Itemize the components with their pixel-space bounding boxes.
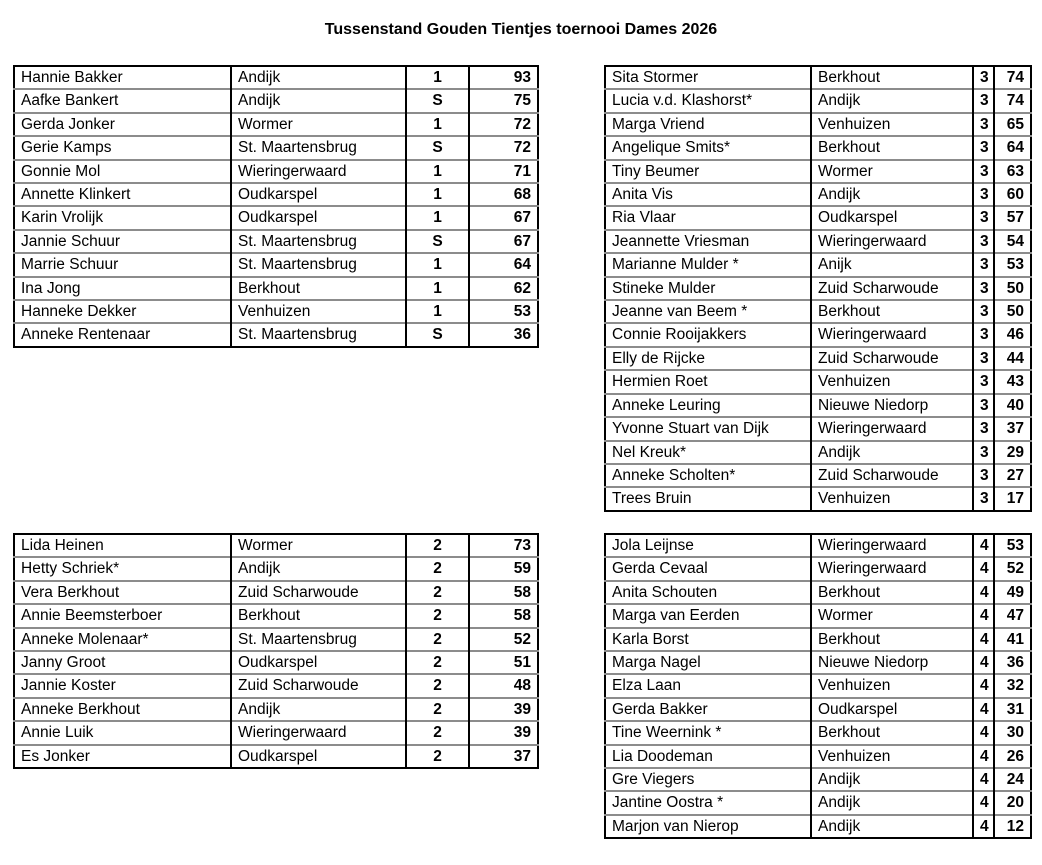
table-row	[605, 323, 1031, 346]
score-cell: 67	[469, 230, 538, 253]
table-row	[605, 721, 1031, 744]
club-cell: Wieringerwaard	[231, 160, 406, 183]
club-cell: Venhuizen	[811, 113, 973, 136]
table-row	[14, 277, 538, 300]
group-cell: 2	[406, 721, 469, 744]
score-cell: 47	[994, 604, 1031, 627]
player-name-cell: Jola Leijnse	[612, 537, 694, 554]
table-row	[14, 534, 538, 557]
player-name-cell: Ina Jong	[14, 277, 231, 300]
group-cell: 2	[406, 628, 469, 651]
group-cell: S	[406, 230, 469, 253]
player-name-cell: Elza Laan	[605, 674, 811, 697]
player-name-cell: Hermien Roet	[605, 370, 811, 393]
player-name-cell: Marga Vriend	[605, 113, 811, 136]
score-cell: 74	[994, 89, 1031, 112]
player-name-cell: Jeanne van Beem *	[605, 300, 811, 323]
player-name-cell: Anita Schouten	[605, 581, 811, 604]
group-cell: 3	[973, 417, 994, 440]
club-cell: Berkhout	[231, 604, 406, 627]
club-cell: Nieuwe Niedorp	[811, 651, 973, 674]
group-cell: 3	[973, 230, 994, 253]
score-cell: 67	[469, 206, 538, 229]
club-cell: Oudkarspel	[231, 651, 406, 674]
table-row	[605, 557, 1031, 580]
player-name-cell: Hetty Schriek*	[14, 557, 231, 580]
club-cell: Oudkarspel	[231, 183, 406, 206]
group-cell: 4	[973, 815, 994, 838]
score-cell: 58	[469, 604, 538, 627]
player-name-cell: Anita Vis	[605, 183, 811, 206]
table-row	[14, 113, 538, 136]
group-cell: 2	[406, 534, 469, 557]
group-cell: 3	[973, 160, 994, 183]
club-cell: Zuid Scharwoude	[811, 277, 973, 300]
score-cell: 64	[469, 253, 538, 276]
player-name-cell: Nel Kreuk*	[605, 441, 811, 464]
group-cell: 1	[406, 206, 469, 229]
score-cell: 73	[469, 534, 538, 557]
club-cell: Andijk	[811, 815, 973, 838]
table-row	[605, 160, 1031, 183]
group-cell: 3	[973, 183, 994, 206]
group-cell: 3	[973, 323, 994, 346]
club-cell: Venhuizen	[811, 745, 973, 768]
group-cell: 3	[973, 277, 994, 300]
table-row	[14, 745, 538, 768]
group-cell: 1	[406, 113, 469, 136]
club-cell: Andijk	[811, 441, 973, 464]
table-row	[605, 651, 1031, 674]
table-row	[605, 417, 1031, 440]
club-cell: Wieringerwaard	[811, 557, 973, 580]
player-name-cell: Gonnie Mol	[14, 160, 231, 183]
table-row	[605, 604, 1031, 627]
player-name-cell: Anneke Scholten*	[605, 464, 811, 487]
club-cell: Andijk	[811, 183, 973, 206]
player-name-cell: Gerie Kamps	[14, 136, 231, 159]
player-name-cell: Aafke Bankert	[14, 89, 231, 112]
score-cell: 93	[469, 66, 538, 89]
player-name-cell: Elly de Rijcke	[605, 347, 811, 370]
player-name-cell: Lida Heinen	[21, 537, 104, 554]
table-row	[14, 66, 538, 89]
score-cell: 40	[994, 394, 1031, 417]
club-cell: Andijk	[811, 791, 973, 814]
club-cell: Wormer	[231, 534, 406, 557]
table-row	[605, 206, 1031, 229]
score-cell: 60	[994, 183, 1031, 206]
club-cell: Andijk	[231, 698, 406, 721]
table-row	[14, 604, 538, 627]
table-row	[605, 464, 1031, 487]
player-name-cell: Marga Nagel	[605, 651, 811, 674]
score-cell: 59	[469, 557, 538, 580]
table-row	[14, 253, 538, 276]
player-name-cell: Marianne Mulder *	[605, 253, 811, 276]
score-cell: 39	[469, 721, 538, 744]
table-row	[605, 487, 1031, 510]
group-cell: 2	[406, 745, 469, 768]
player-name-cell: Anneke Leuring	[605, 394, 811, 417]
group-cell: 4	[973, 674, 994, 697]
score-cell: 72	[469, 113, 538, 136]
player-name-cell: Gerda Bakker	[605, 698, 811, 721]
score-cell: 26	[994, 745, 1031, 768]
score-cell: 71	[469, 160, 538, 183]
group-cell: 3	[973, 347, 994, 370]
club-cell: Venhuizen	[811, 370, 973, 393]
group-cell: 4	[973, 721, 994, 744]
score-cell: 52	[469, 628, 538, 651]
table-row	[605, 534, 1031, 557]
group-cell: 3	[973, 370, 994, 393]
club-cell: Berkhout	[811, 628, 973, 651]
table-row	[605, 230, 1031, 253]
player-name-cell: Angelique Smits*	[605, 136, 811, 159]
table-row	[14, 323, 538, 346]
club-cell: Berkhout	[811, 721, 973, 744]
group-cell: 3	[973, 253, 994, 276]
score-cell: 32	[994, 674, 1031, 697]
group-cell: 4	[973, 651, 994, 674]
score-cell: 58	[469, 581, 538, 604]
player-name-cell: Vera Berkhout	[14, 581, 231, 604]
table-row	[14, 230, 538, 253]
table-row	[605, 89, 1031, 112]
player-name-cell: Jannie Koster	[14, 674, 231, 697]
club-cell: Nieuwe Niedorp	[811, 394, 973, 417]
player-name-cell: Tiny Beumer	[605, 160, 811, 183]
club-cell: Zuid Scharwoude	[811, 347, 973, 370]
club-cell: Andijk	[231, 89, 406, 112]
table-row	[14, 674, 538, 697]
table-row	[14, 183, 538, 206]
table-row	[605, 768, 1031, 791]
club-cell: St. Maartensbrug	[231, 230, 406, 253]
table-row	[605, 441, 1031, 464]
club-cell: Wieringerwaard	[811, 534, 973, 557]
group-cell: 3	[973, 66, 994, 89]
group-cell: 3	[973, 300, 994, 323]
table-row	[605, 581, 1031, 604]
standings-table-group-4	[604, 533, 1032, 839]
group-cell: S	[406, 89, 469, 112]
score-cell: 52	[994, 557, 1031, 580]
group-cell: 3	[973, 487, 994, 510]
table-row	[605, 347, 1031, 370]
player-name-cell: Gre Viegers	[605, 768, 811, 791]
table-row	[605, 300, 1031, 323]
club-cell: Oudkarspel	[231, 745, 406, 768]
score-cell: 29	[994, 441, 1031, 464]
score-cell: 65	[994, 113, 1031, 136]
group-cell: 2	[406, 698, 469, 721]
table-row	[14, 698, 538, 721]
player-name-cell: Jantine Oostra *	[605, 791, 811, 814]
group-cell: 4	[973, 604, 994, 627]
table-row	[605, 370, 1031, 393]
table-row	[14, 160, 538, 183]
score-cell: 36	[994, 651, 1031, 674]
score-cell: 63	[994, 160, 1031, 183]
club-cell: Berkhout	[811, 136, 973, 159]
score-cell: 46	[994, 323, 1031, 346]
score-cell: 27	[994, 464, 1031, 487]
player-name-cell: Gerda Jonker	[14, 113, 231, 136]
group-cell: 2	[406, 581, 469, 604]
club-cell: Andijk	[811, 768, 973, 791]
club-cell: St. Maartensbrug	[231, 323, 406, 346]
table-row	[14, 89, 538, 112]
club-cell: Wieringerwaard	[811, 230, 973, 253]
score-cell: 53	[469, 300, 538, 323]
group-cell: 3	[973, 394, 994, 417]
table-row	[14, 628, 538, 651]
group-cell: 1	[406, 66, 469, 89]
group-cell: 1	[406, 277, 469, 300]
club-cell: Wormer	[811, 160, 973, 183]
player-name-cell: Ria Vlaar	[605, 206, 811, 229]
group-cell: 4	[973, 581, 994, 604]
club-cell: Wieringerwaard	[231, 721, 406, 744]
club-cell: Zuid Scharwoude	[231, 674, 406, 697]
table-row	[14, 721, 538, 744]
club-cell: Oudkarspel	[811, 206, 973, 229]
table-row	[14, 300, 538, 323]
player-name-cell: Annie Beemsterboer	[14, 604, 231, 627]
score-cell: 64	[994, 136, 1031, 159]
group-cell: 3	[973, 89, 994, 112]
table-row	[605, 791, 1031, 814]
score-cell: 12	[994, 815, 1031, 838]
player-name-cell: Marrie Schuur	[14, 253, 231, 276]
group-cell: 3	[973, 441, 994, 464]
group-cell: S	[406, 323, 469, 346]
player-name-cell: Annette Klinkert	[14, 183, 231, 206]
group-cell: 4	[973, 628, 994, 651]
score-cell: 44	[994, 347, 1031, 370]
score-cell: 53	[994, 253, 1031, 276]
club-cell: St. Maartensbrug	[231, 253, 406, 276]
score-cell: 50	[994, 300, 1031, 323]
club-cell: St. Maartensbrug	[231, 136, 406, 159]
player-name-cell: Hannie Bakker	[21, 69, 123, 86]
group-cell: 1	[406, 253, 469, 276]
player-name-cell: Marga van Eerden	[605, 604, 811, 627]
score-cell: 51	[469, 651, 538, 674]
club-cell: Berkhout	[811, 581, 973, 604]
table-row	[605, 815, 1031, 838]
club-cell: Venhuizen	[811, 487, 973, 510]
player-name-cell: Anneke Rentenaar	[14, 323, 231, 346]
score-cell: 72	[469, 136, 538, 159]
group-cell: 3	[973, 113, 994, 136]
standings-table-group-3	[604, 65, 1032, 512]
score-cell: 68	[469, 183, 538, 206]
player-name-cell: Connie Rooijakkers	[605, 323, 811, 346]
score-cell: 43	[994, 370, 1031, 393]
group-cell: 2	[406, 651, 469, 674]
table-row	[14, 136, 538, 159]
table-row	[605, 253, 1031, 276]
club-cell: Zuid Scharwoude	[811, 464, 973, 487]
club-cell: Zuid Scharwoude	[231, 581, 406, 604]
standings-table-group-1	[13, 65, 539, 348]
group-cell: 4	[973, 791, 994, 814]
player-name-cell: Yvonne Stuart van Dijk	[605, 417, 811, 440]
group-cell: 4	[973, 534, 994, 557]
score-cell: 48	[469, 674, 538, 697]
group-cell: 4	[973, 745, 994, 768]
group-cell: 3	[973, 136, 994, 159]
club-cell: Venhuizen	[231, 300, 406, 323]
score-cell: 74	[994, 66, 1031, 89]
score-cell: 30	[994, 721, 1031, 744]
group-cell: 2	[406, 604, 469, 627]
score-cell: 62	[469, 277, 538, 300]
player-name-cell: Janny Groot	[14, 651, 231, 674]
group-cell: S	[406, 136, 469, 159]
score-cell: 41	[994, 628, 1031, 651]
player-name-cell: Es Jonker	[14, 745, 231, 768]
club-cell: Wormer	[811, 604, 973, 627]
player-name-cell: Annie Luik	[14, 721, 231, 744]
group-cell: 1	[406, 300, 469, 323]
group-cell: 2	[406, 674, 469, 697]
club-cell: Andijk	[231, 557, 406, 580]
player-name-cell: Tine Weernink *	[605, 721, 811, 744]
club-cell: Anijk	[811, 253, 973, 276]
club-cell: Berkhout	[811, 66, 973, 89]
score-cell: 31	[994, 698, 1031, 721]
score-cell: 54	[994, 230, 1031, 253]
table-row	[605, 277, 1031, 300]
score-cell: 57	[994, 206, 1031, 229]
player-name-cell: Anneke Berkhout	[14, 698, 231, 721]
table-row	[605, 183, 1031, 206]
club-cell: Oudkarspel	[231, 206, 406, 229]
player-name-cell: Anneke Molenaar*	[14, 628, 231, 651]
club-cell: St. Maartensbrug	[231, 628, 406, 651]
table-row	[605, 674, 1031, 697]
score-cell: 17	[994, 487, 1031, 510]
score-cell: 39	[469, 698, 538, 721]
player-name-cell: Stineke Mulder	[605, 277, 811, 300]
group-cell: 2	[406, 557, 469, 580]
score-cell: 36	[469, 323, 538, 346]
player-name-cell: Sita Stormer	[612, 69, 699, 86]
table-row	[605, 66, 1031, 89]
score-cell: 24	[994, 768, 1031, 791]
group-cell: 1	[406, 160, 469, 183]
group-cell: 4	[973, 698, 994, 721]
table-row	[14, 581, 538, 604]
group-cell: 1	[406, 183, 469, 206]
score-cell: 75	[469, 89, 538, 112]
group-cell: 4	[973, 557, 994, 580]
group-cell: 4	[973, 768, 994, 791]
page-title: Tussenstand Gouden Tientjes toernooi Dames 2026	[324, 21, 718, 38]
table-row	[605, 136, 1031, 159]
score-cell: 49	[994, 581, 1031, 604]
player-name-cell: Gerda Cevaal	[605, 557, 811, 580]
score-cell: 20	[994, 791, 1031, 814]
score-cell: 37	[469, 745, 538, 768]
table-row	[14, 206, 538, 229]
table-row	[14, 651, 538, 674]
player-name-cell: Lia Doodeman	[605, 745, 811, 768]
club-cell: Wieringerwaard	[811, 417, 973, 440]
player-name-cell: Jeannette Vriesman	[605, 230, 811, 253]
table-row	[605, 394, 1031, 417]
player-name-cell: Karla Borst	[605, 628, 811, 651]
club-cell: Oudkarspel	[811, 698, 973, 721]
group-cell: 3	[973, 206, 994, 229]
table-row	[14, 557, 538, 580]
player-name-cell: Jannie Schuur	[14, 230, 231, 253]
table-row	[605, 745, 1031, 768]
club-cell: Wieringerwaard	[811, 323, 973, 346]
club-cell: Wormer	[231, 113, 406, 136]
player-name-cell: Lucia v.d. Klashorst*	[605, 89, 811, 112]
player-name-cell: Karin Vrolijk	[14, 206, 231, 229]
score-cell: 37	[994, 417, 1031, 440]
club-cell: Andijk	[231, 66, 406, 89]
club-cell: Venhuizen	[811, 674, 973, 697]
player-name-cell: Marjon van Nierop	[605, 815, 811, 838]
table-row	[605, 698, 1031, 721]
club-cell: Berkhout	[231, 277, 406, 300]
group-cell: 3	[973, 464, 994, 487]
score-cell: 50	[994, 277, 1031, 300]
player-name-cell: Hanneke Dekker	[14, 300, 231, 323]
standings-table-group-2	[13, 533, 539, 769]
table-row	[605, 113, 1031, 136]
club-cell: Andijk	[811, 89, 973, 112]
score-cell: 53	[994, 534, 1031, 557]
table-row	[605, 628, 1031, 651]
player-name-cell: Trees Bruin	[605, 487, 811, 510]
club-cell: Berkhout	[811, 300, 973, 323]
